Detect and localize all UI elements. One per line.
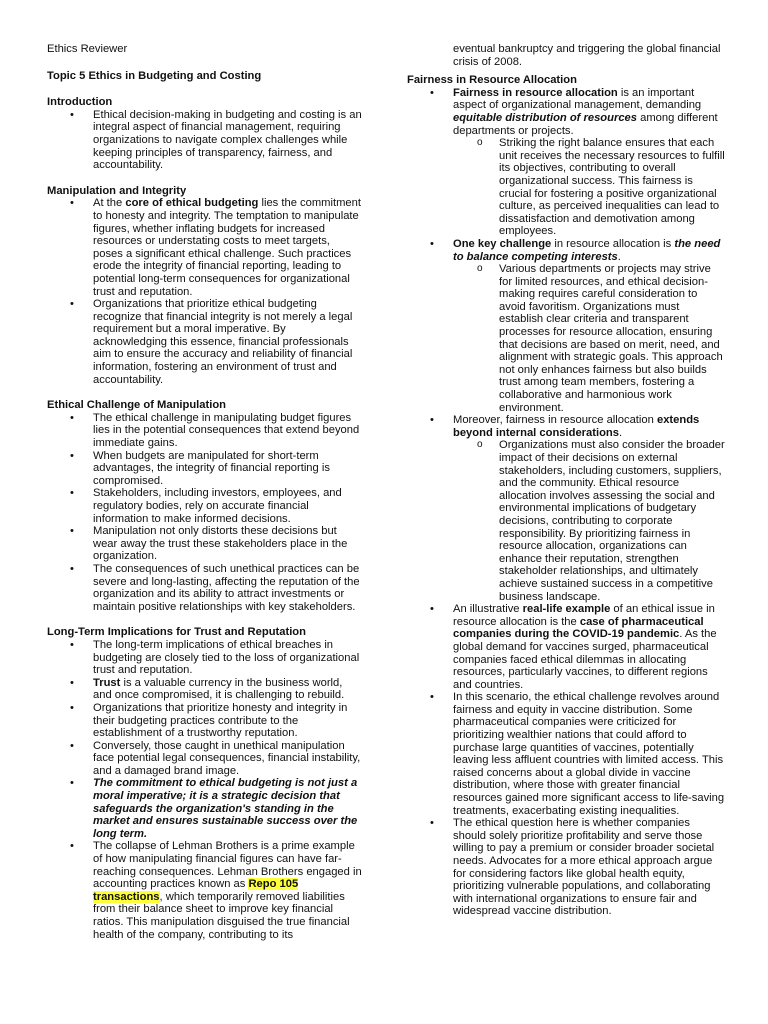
sub-list [477, 439, 725, 603]
list-item: • Conversely, those caught in unethical manipulation face potential legal consequences, financial instability, and a damaged brand image. [47, 740, 362, 778]
sub-list [477, 137, 725, 238]
list-item: • The ethical challenge in manipulating budget figures lies in the potential consequences that extend beyond immediate gains. [47, 412, 362, 450]
list-item: • The collapse of Lehman Brothers is a prime example of how manipulating financial figures can have far-reaching consequences. Lehman Brothers engaged in accounting practices known as Repo 105 transactions, which temporarily removed liabilities from their balance sheet to improve key financial ratios. This manipulation disguised the true financial health of the company, contributing to its [47, 840, 362, 941]
sub-list-item: o Various departments or projects may strive for limited resources, and ethical decision-making requires careful consideration to avoid favoritism. Organizations must establish clear criteria and transparent processes for resource allocation, ensuring that decisions are based on merit, need, and alignment with strategic goals. This approach not only enhances fairness but also builds trust among team members, fostering a collaborative and harmonious work environment. [477, 263, 725, 414]
section-heading-ethical-challenge: Ethical Challenge of Manipulation [47, 399, 227, 412]
list-item: • The long-term implications of ethical breaches in budgeting are closely tied to the loss of organizational trust and reputation. [47, 639, 362, 677]
list-item: • Trust is a valuable currency in the business world, and once compromised, it is challenging to rebuild. [47, 677, 362, 702]
list-item: • When budgets are manipulated for short-term advantages, the integrity of financial reporting is compromised. [47, 450, 362, 488]
introduction-list [47, 109, 362, 172]
list-item: • Organizations that prioritize honesty and integrity in their budgeting practices contribute to the establishment of a trustworthy reputation. [47, 702, 362, 740]
highlighted-term: Repo 105 transactions [93, 878, 299, 903]
list-item: • One key challenge in resource allocation is the need to balance competing interests. o Various departments or projects may strive for limited resources, and ethical decision-making requires careful consideration to avoid favoritism. Organizations must establish clear criteria and transparent processes for resource allocation, ensuring that decisions are based on merit, need, and alignment with strategic goals. This approach not only enhances fairness but also builds trust among team members, fostering a collaborative and harmonious work environment. [407, 238, 725, 414]
sub-list-item: o Organizations must also consider the broader impact of their decisions on external stakeholders, including customers, suppliers, and the community. Ethical resource allocation involves assessing the social and environmental implications of budgetary decisions, contributing to corporate responsibility. By prioritizing fairness in resource allocation, organizations can enhance their reputation, strengthen stakeholder relationships, and ultimately achieve sustained success in a competitive business landscape. [477, 439, 725, 603]
fairness-list [407, 87, 725, 918]
sub-list-item: o Striking the right balance ensures that each unit receives the necessary resources to fulfill its objectives, contributing to overall organizational success. This fairness is crucial for fostering a positive organizational culture, as perceived inequalities can lead to dissatisfaction and demotivation among employees. [477, 137, 725, 238]
list-item: • Moreover, fairness in resource allocation extends beyond internal considerations. o Organizations must also consider the broader impact of their decisions on external stakeholders, including customers, suppliers, and the community. Ethical resource allocation involves assessing the social and environmental implications of budgetary decisions, contributing to corporate responsibility. By prioritizing fairness in resource allocation, organizations can enhance their reputation, strengthen stakeholder relationships, and ultimately achieve sustained success in a competitive business landscape. [407, 414, 725, 603]
list-item: • In this scenario, the ethical challenge revolves around fairness and equity in vaccine distribution. Some pharmaceutical companies were criticized for prioritizing wealthier nations that could afford to purchase large quantities of vaccines, potentially leaving less affluent countries with limited access. This raised concerns about a global divide in vaccine distribution, where those with greater financial resources gained more significant access to life-saving treatments, exacerbating existing inequalities. [407, 691, 725, 817]
ethical-challenge-list [47, 412, 362, 614]
manipulation-list [47, 197, 362, 386]
long-term-list [47, 639, 362, 941]
list-item: • The commitment to ethical budgeting is not just a moral imperative; it is a strategic decision that safeguards the organization's standing in the market and ensures sustainable success over the long term. [47, 777, 362, 840]
list-item: • An illustrative real-life example of an ethical issue in resource allocation is the case of pharmaceutical companies during the COVID-19 pandemic. As the global demand for vaccines surged, pharmaceutical companies faced ethical dilemmas in allocating resources, particularly vaccines, to different regions and countries. [407, 603, 725, 691]
section-heading-fairness: Fairness in Resource Allocation [407, 74, 577, 87]
list-item: • The consequences of such unethical practices can be severe and long-lasting, affecting the reputation of the organization and its ability to attract investments or maintain positive relationships with key stakeholders. [47, 563, 362, 613]
left-column [47, 43, 362, 941]
list-item: • Manipulation not only distorts these decisions but wear away the trust these stakeholders place in the organization. [47, 525, 362, 563]
section-heading-manipulation: Manipulation and Integrity [47, 184, 187, 197]
section-heading-introduction: Introduction [47, 96, 113, 109]
section-heading-long-term: Long-Term Implications for Trust and Reputation [47, 626, 306, 639]
continued-item [407, 43, 725, 68]
right-column [407, 43, 725, 918]
sub-list [477, 263, 725, 414]
list-item: • Ethical decision-making in budgeting and costing is an integral aspect of financial management, requiring organizations to navigate complex challenges while keeping principles of transparency, fairness, and accountability. [47, 109, 362, 172]
topic-heading: Topic 5 Ethics in Budgeting and Costing [47, 69, 262, 82]
list-item: • Stakeholders, including investors, employees, and regulatory bodies, rely on accurate financial information to make informed decisions. [47, 487, 362, 525]
document-title: Ethics Reviewer [47, 43, 128, 55]
continued-text: eventual bankruptcy and triggering the global financial crisis of 2008. [453, 43, 721, 68]
list-item: • Fairness in resource allocation is an important aspect of organizational management, demanding equitable distribution of resources among different departments or projects. o Striking the right balance ensures that each unit receives the necessary resources to fulfill its objectives, contributing to overall organizational success. This fairness is crucial for fostering a positive organizational culture, as perceived inequalities can lead to dissatisfaction and demotivation among employees. [407, 87, 725, 238]
list-item: • At the core of ethical budgeting lies the commitment to honesty and integrity. The temptation to manipulate figures, whether inflating budgets for increased resources or understating costs to meet targets, poses a significant ethical challenge. Such practices erode the integrity of financial reporting, leading to potential long-term consequences for organizational trust and reputation. [47, 197, 362, 298]
list-item: • Organizations that prioritize ethical budgeting recognize that financial integrity is not merely a legal requirement but a moral imperative. By acknowledging this essence, financial professionals aim to ensure the accuracy and reliability of financial information, fostering an environment of trust and accountability. [47, 298, 362, 386]
list-item: • The ethical question here is whether companies should solely prioritize profitability and serve those willing to pay a premium or consider broader societal needs. Advocates for a more ethical approach argue for considering factors like global health equity, prioritizing vulnerable populations, and collaborating with international organizations to ensure fair and widespread vaccine distribution. [407, 817, 725, 918]
